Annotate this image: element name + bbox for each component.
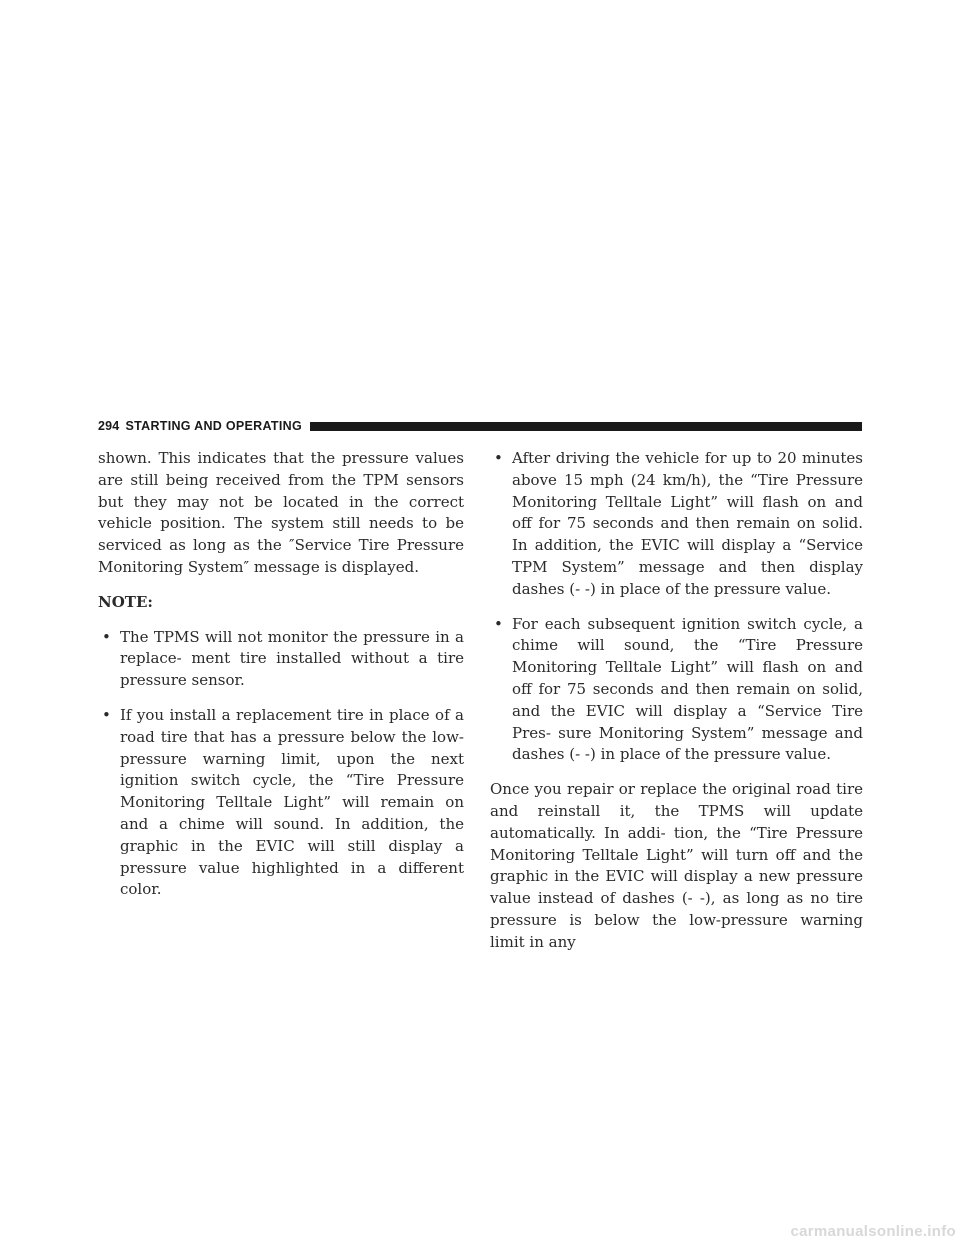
note-label: NOTE: — [98, 592, 153, 611]
bullet-icon: • — [102, 627, 111, 646]
list-item-text: If you install a replacement tire in place of a road tire that has a pressure below the low-pressure warning limit, upon the next ignition switch cycle, the “Tire Pressure Monitoring Telltale Light” will remain on and a chime will sound. In addition, the graphic in the EVIC will still display a pressure value highlighted in a different color. — [120, 705, 464, 899]
bullet-icon: • — [494, 614, 503, 633]
section-title: STARTING AND OPERATING — [125, 419, 302, 433]
list-item — [98, 627, 464, 692]
list-item — [490, 448, 863, 601]
list-item-text: For each subsequent ignition switch cycle, a chime will sound, the “Tire Pressure Monitoring Telltale Light” will flash on and off for 75 seconds and then remain on solid, and the EVIC will display a “Service Tire Pres- sure Monitoring System” message and dashes (- -) in place of the pressure value. — [512, 614, 863, 764]
header-rule — [310, 422, 862, 431]
page-number: 294 — [98, 419, 120, 433]
list-item — [98, 705, 464, 901]
intro-paragraph: shown. This indicates that the pressure values are still being received from the TPM sensors but they may not be located in the correct vehicle position. The system still needs to be serviced as long as the ″Service Tire Pressure Monitoring System″ message is displayed. — [98, 449, 464, 576]
watermark-link[interactable]: carmanualsonline.info — [790, 1223, 956, 1240]
list-item — [490, 614, 863, 767]
list-item-text: After driving the vehicle for up to 20 minutes above 15 mph (24 km/h), the “Tire Pressure Monitoring Telltale Light” will flash on and off for 75 seconds and then remain on solid. In addition, the EVIC will display a “Service TPM System” message and then display dashes (- -) in place of the pressure value. — [512, 449, 863, 598]
left-column — [98, 448, 464, 914]
closing-paragraph: Once you repair or replace the original road tire and reinstall it, the TPMS will update automatically. In addi- tion, the “Tire Pressure Monitoring Telltale Light” will turn off and the graphic in the EVIC will display a new pressure value instead of dashes (- -), as long as no tire pressure is below the low-pressure warning limit in any — [490, 780, 863, 951]
right-column — [490, 448, 863, 967]
bullet-icon: • — [102, 705, 111, 724]
bullet-icon: • — [494, 449, 503, 467]
page-header — [98, 417, 862, 435]
list-item-text: The TPMS will not monitor the pressure in a replace- ment tire installed without a tire pressure sensor. — [120, 627, 464, 690]
